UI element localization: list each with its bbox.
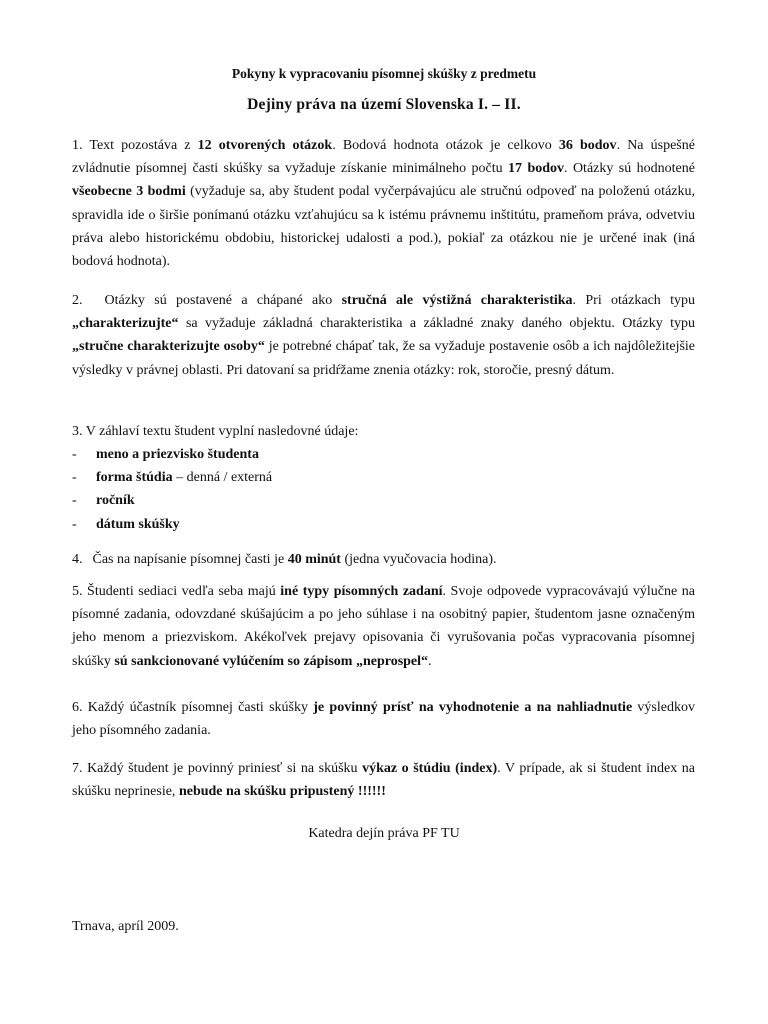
p2-text: je potrebné chápať tak, že sa vyžaduje postavenie osôb a ich najdôležitejšie výsledky v právnej oblasti. Pri datovaní sa pridŕžame znenia otázky: rok, storočie, presný dátum. xyxy=(72,339,696,378)
p4-bold-time: 40 minút xyxy=(287,552,341,567)
p1-bold-points-total: 36 bodov xyxy=(558,138,617,153)
p7-bold-warning: nebude na skúšku pripustený !!!!!! xyxy=(178,784,386,800)
list-item xyxy=(72,443,272,466)
list-item-bold: meno a priezvisko študenta xyxy=(96,447,259,462)
p2-bold: stručná ale výstižná charakteristika xyxy=(341,293,573,308)
place-and-date: Trnava, apríl 2009. xyxy=(72,919,179,934)
list-item xyxy=(72,489,272,512)
p7-text: . V prípade, ak si študent index na skúšku neprinesie, xyxy=(72,761,695,800)
p1-bold-questions: 12 otvorených otázok xyxy=(197,138,333,153)
p1-text: (vyžaduje sa, aby študent podal vyčerpávajúcu ale stručnú odpoveď na položenú otázku, spravidla ide o širšie ponímanú otázku vzťahujúcu sa k istému právnemu inštitútu, prameňom práva, odvetviu práva alebo historickému obdobiu, historickej udalosti a pod.), pokiaľ za otázkou nie je určené inak (iná bodová hodnota). xyxy=(72,184,695,270)
p1-text: . Otázky sú hodnotené xyxy=(564,161,695,177)
paragraph-2 xyxy=(72,289,695,382)
p1-bold-points-each: všeobecne 3 bodmi xyxy=(72,184,186,200)
required-fields-list xyxy=(72,443,272,536)
p1-bold-points-min: 17 bodov xyxy=(508,161,565,177)
p5-bold-sanction: sú sankcionované vylúčením so zápisom „neprospel“ xyxy=(114,653,429,669)
p6-text: výsledkov jeho písomného zadania. xyxy=(72,700,695,739)
department-signature: Katedra dejín práva PF TU xyxy=(308,826,460,841)
p2-text: Otázky sú postavené a chápané ako xyxy=(104,293,342,308)
p2-text: sa vyžaduje základná charakteristika a základné znaky daného objektu. Otázky typu xyxy=(178,316,695,332)
p1-text: 1. Text pozostáva z xyxy=(72,138,198,153)
paragraph-1 xyxy=(72,134,695,273)
list-item-bold: ročník xyxy=(96,493,135,509)
paragraph-4 xyxy=(72,548,695,571)
p7-text: 7. Každý študent je povinný priniesť si na skúšku xyxy=(72,761,363,776)
document-title-line-2: Dejiny práva na území Slovenska I. – II. xyxy=(247,96,521,113)
list-dash: - xyxy=(72,470,77,486)
paragraph-5 xyxy=(72,580,695,673)
p2-bold: „charakterizujte“ xyxy=(72,316,179,332)
document-title-line-1: Pokyny k vypracovaniu písomnej skúšky z predmetu xyxy=(231,66,537,81)
p5-bold: iné typy písomných zadaní xyxy=(280,584,443,599)
list-item xyxy=(72,513,272,536)
list-item xyxy=(72,466,272,489)
p2-text: . Pri otázkach typu xyxy=(572,293,695,308)
p6-text: 6. Každý účastník písomnej časti skúšky xyxy=(72,700,314,715)
p6-bold: je povinný prísť na vyhodnotenie a na nahliadnutie xyxy=(313,700,633,715)
p5-text: 5. Študenti sediaci vedľa seba majú xyxy=(72,584,281,599)
p4-text: Čas na napísanie písomnej časti je xyxy=(92,552,288,567)
p1-text: . Na úspešné zvládnutie písomnej časti skúšky sa vyžaduje získanie minimálneho počtu xyxy=(72,138,695,177)
p5-text: . xyxy=(428,653,432,669)
p2-bold: „stručne charakterizujte osoby“ xyxy=(72,339,265,355)
p5-text: . Svoje odpovede vypracovávajú výlučne na písomné zadania, odovzdané skúšajúcim a po jeho súhlase i na osobitný papier, študentom jasne označeným jeho menom a priezviskom. Akékoľvek prejavy opisovania či vyrušovania počas vypracovania písomnej skúšky xyxy=(72,584,695,669)
list-item-bold: dátum skúšky xyxy=(96,516,180,532)
list-dash: - xyxy=(72,447,77,462)
p4-number: 4. xyxy=(72,552,83,567)
paragraph-7 xyxy=(72,757,695,803)
list-dash: - xyxy=(72,516,77,532)
list-item-bold: forma štúdia xyxy=(96,470,173,486)
p1-text: . Bodová hodnota otázok je celkovo xyxy=(332,138,559,153)
paragraph-3-intro: 3. V záhlaví textu študent vyplní nasledovné údaje: xyxy=(72,424,359,439)
list-dash: - xyxy=(72,493,77,509)
p7-bold: výkaz o štúdiu (index) xyxy=(362,761,498,776)
list-item-text: – denná / externá xyxy=(172,470,273,486)
p2-number: 2. xyxy=(72,293,83,308)
paragraph-6 xyxy=(72,696,695,742)
p4-text: (jedna vyučovacia hodina). xyxy=(340,552,497,567)
